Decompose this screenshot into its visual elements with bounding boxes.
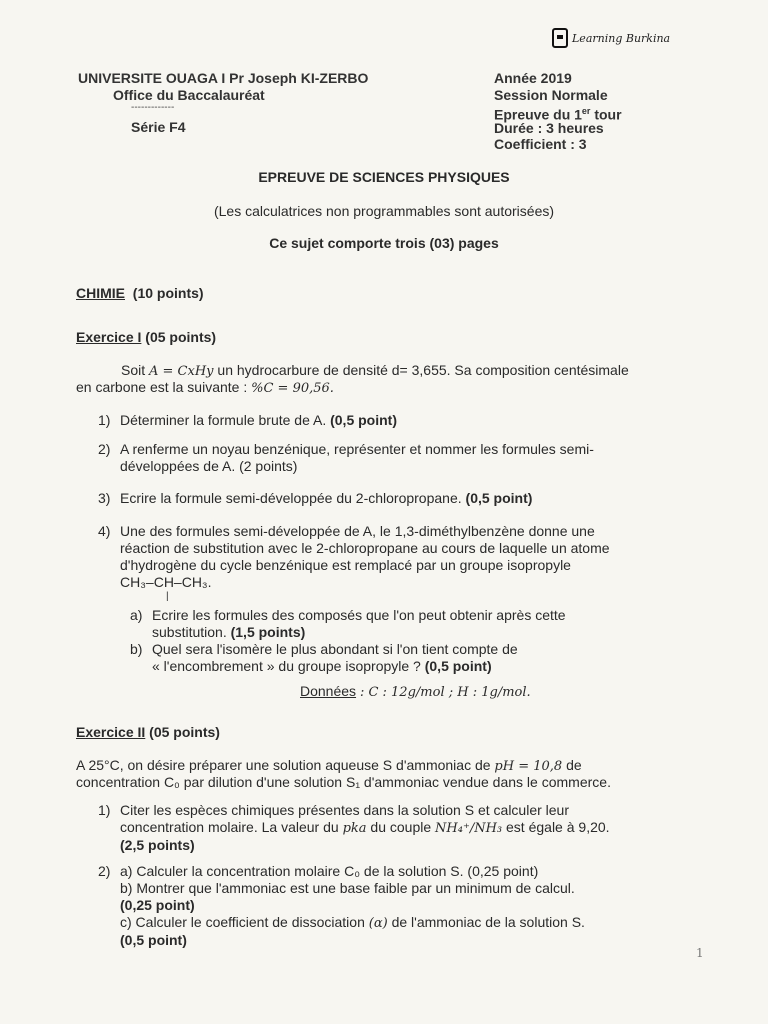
page-number: 1 — [696, 946, 704, 960]
epreuve-tour-label: Epreuve du 1er tour — [494, 106, 622, 123]
ex2-intro-line2: concentration C₀ par dilution d'une solution S₁ d'ammoniac vendue dans le commerce. — [76, 774, 611, 790]
ex2-question-1: 1) Citer les espèces chimiques présentes dans la solution S et calculer leur concentration molaire. La valeur du pka du couple NH₄⁺/NH₃ est égale à 9,20. (2,5 points) — [98, 802, 610, 853]
ex1-question-4: 4) Une des formules semi-développée de A, le 1,3-diméthylbenzène donne une réaction de substitution avec le 2-chloropropane au cours de laquelle un atome d'hydrogène du cycle benzénique est remplacé par un groupe isopropyle CH₃–CH–CH₃. — [98, 523, 610, 590]
serie-label: Série F4 — [131, 119, 186, 135]
ex1-intro-line2: en carbone est la suivante : %C = 90,56. — [76, 379, 334, 396]
office-name: Office du Baccalauréat — [113, 87, 265, 103]
calculator-note: (Les calculatrices non programmables sont autorisées) — [213, 203, 555, 219]
logo-icon — [552, 28, 568, 48]
logo-text: Learning Burkina — [572, 31, 671, 45]
pages-note: Ce sujet comporte trois (03) pages — [269, 235, 499, 251]
ex2-intro-line1: A 25°C, on désire préparer une solution aqueuse S d'ammoniac de pH = 10,8 de — [76, 757, 582, 774]
ex2-question-2: 2) a) Calculer la concentration molaire C₀ de la solution S. (0,25 point) b) Montrer que l'ammoniac est une base faible par un minimum de calcul. (0,25 point) c) Calculer le coefficient de dissociation (α) de l'ammoniac de la solution S. (0,5 point) — [98, 863, 585, 948]
exam-title: EPREUVE DE SCIENCES PHYSIQUES — [258, 169, 510, 185]
exercice-2-heading: Exercice II (05 points) — [76, 724, 220, 740]
annee-label: Année 2019 — [494, 70, 572, 86]
ex1-donnees: Données : C : 12g/mol ; H : 1g/mol. — [300, 683, 531, 700]
ex1-question-4b: b) Quel sera l'isomère le plus abondant si l'on tient compte de « l'encombrement » du groupe isopropyle ? (0,5 point) — [130, 641, 518, 674]
ex1-intro-line1: Soit A = CxHy un hydrocarbure de densité d= 3,655. Sa composition centésimale — [121, 362, 629, 379]
learning-burkina-logo — [552, 28, 670, 48]
isopropyl-bond: | — [166, 591, 169, 602]
ex1-question-3: 3) Ecrire la formule semi-développée du 2-chloropropane. (0,5 point) — [98, 490, 533, 506]
header-separator: ------------- — [131, 102, 175, 113]
ex1-question-4a: a) Ecrire les formules des composés que l'on peut obtenir après cette substitution. (1,5 points) — [130, 607, 566, 640]
duree-label: Durée : 3 heures — [494, 120, 604, 136]
ex1-question-2: 2) A renferme un noyau benzénique, représenter et nommer les formules semi- développées de A. (2 points) — [98, 441, 594, 474]
session-label: Session Normale — [494, 87, 608, 103]
ex1-question-1: 1) Déterminer la formule brute de A. (0,5 point) — [98, 412, 397, 428]
coefficient-label: Coefficient : 3 — [494, 136, 587, 152]
university-name: UNIVERSITE OUAGA I Pr Joseph KI-ZERBO — [78, 70, 369, 86]
exercice-1-heading: Exercice I (05 points) — [76, 329, 217, 345]
chimie-heading: CHIMIE (10 points) — [76, 285, 204, 301]
